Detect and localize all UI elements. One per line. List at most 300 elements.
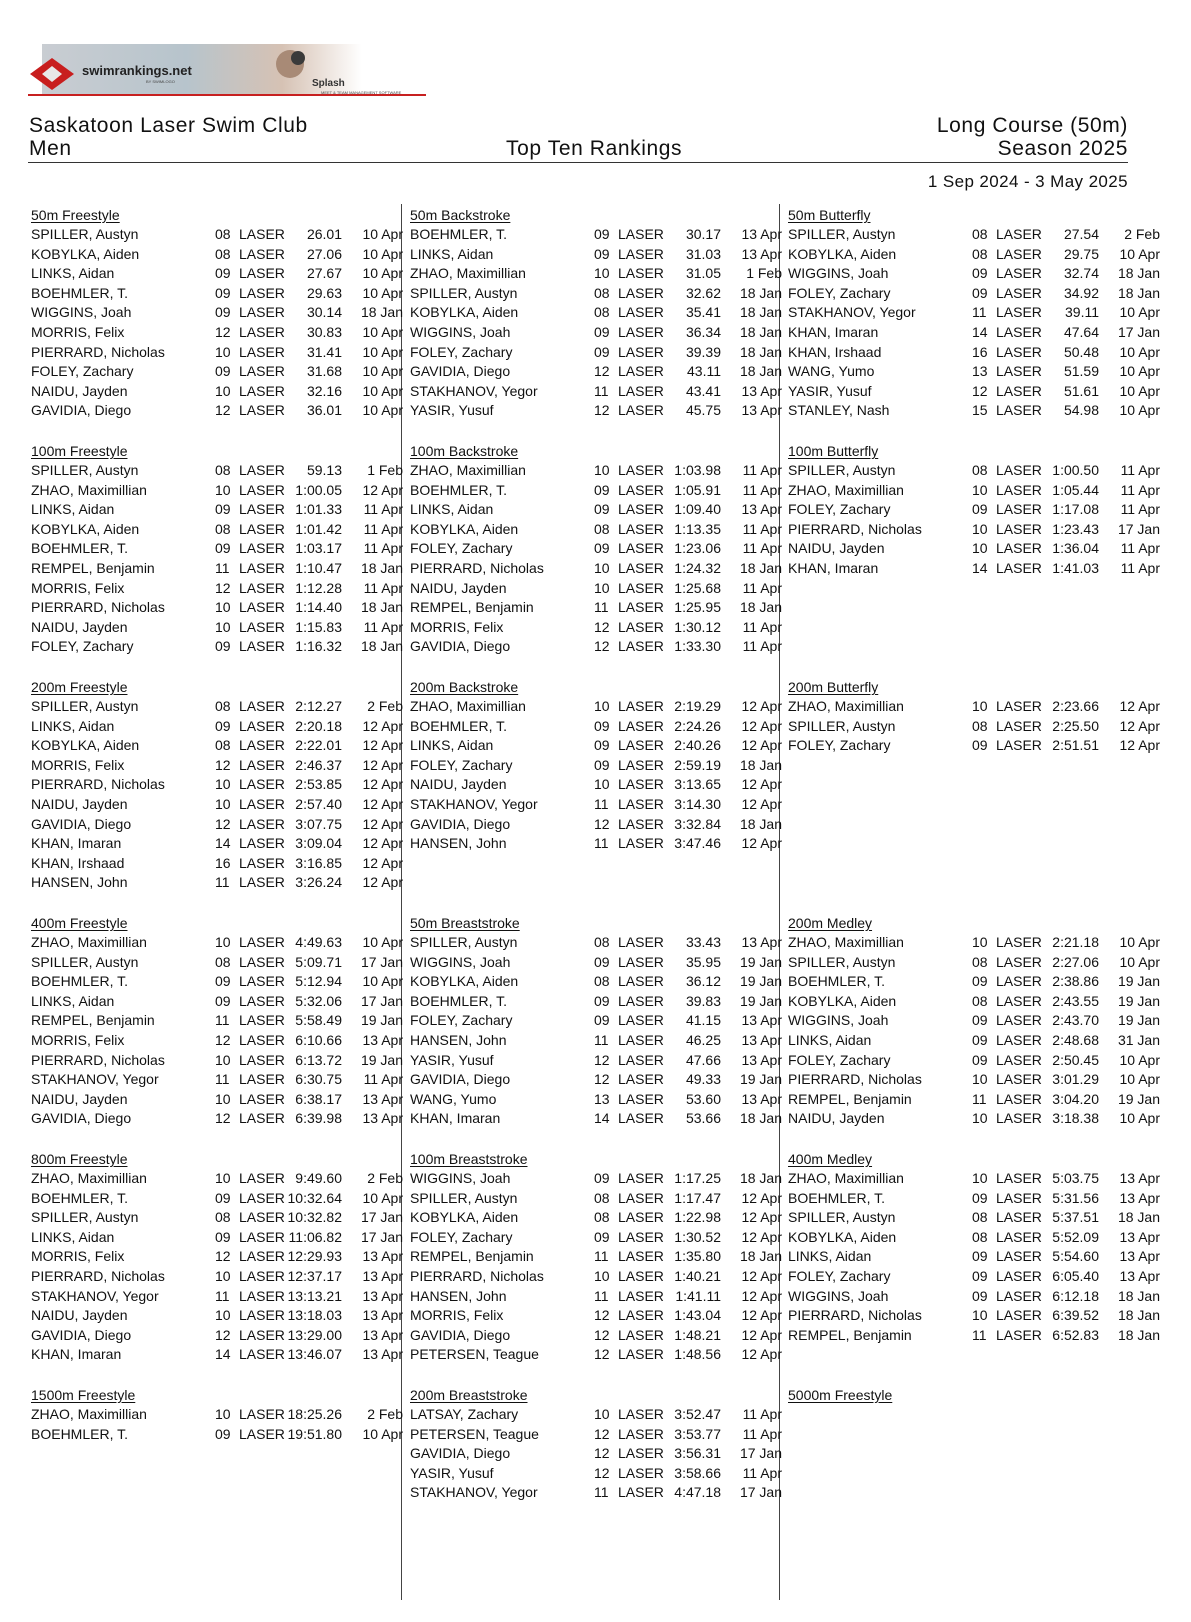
swimmer-age: 09 <box>972 501 988 518</box>
swimmer-age: 08 <box>972 953 988 970</box>
swimmer-age: 11 <box>215 1012 230 1029</box>
ranking-row <box>410 382 782 402</box>
swim-time: 1:40.21 <box>674 1267 721 1284</box>
swim-time: 39.11 <box>1065 304 1099 321</box>
swim-date: 12 Apr <box>741 1307 782 1324</box>
swim-date: 18 Jan <box>739 323 782 340</box>
swim-date: 17 Jan <box>1117 520 1160 537</box>
swim-time: 29.63 <box>306 284 342 301</box>
swim-time: 2:20.18 <box>295 717 342 734</box>
swimmer-name: REMPEL, Benjamin <box>31 1012 155 1029</box>
swim-date: 13 Apr <box>362 1326 403 1343</box>
swimmer-age: 11 <box>594 1484 609 1501</box>
swimmer-club: LASER <box>239 1248 285 1265</box>
swimmer-club: LASER <box>239 618 285 635</box>
swim-date: 11 Apr <box>1120 501 1160 518</box>
swimmer-club: LASER <box>239 265 285 282</box>
swim-date: 12 Apr <box>362 795 403 812</box>
swim-date: 12 Apr <box>741 1228 782 1245</box>
date-range: 1 Sep 2024 - 3 May 2025 <box>927 172 1128 191</box>
swim-time: 12:29.93 <box>287 1248 342 1265</box>
swim-date: 13 Apr <box>741 1051 782 1068</box>
ranking-row <box>788 1326 1160 1346</box>
swimmer-age: 08 <box>594 1209 610 1226</box>
swim-time: 32.16 <box>306 382 342 399</box>
swim-time: 51.59 <box>1063 363 1099 380</box>
swimmer-name: FOLEY, Zachary <box>410 1012 513 1029</box>
swim-time: 6:12.18 <box>1052 1287 1099 1304</box>
ranking-row <box>788 972 1160 992</box>
ranking-row <box>410 618 782 638</box>
swimmer-club: LASER <box>618 1090 664 1107</box>
swimmer-age: 08 <box>972 1228 988 1245</box>
swim-date: 18 Jan <box>360 559 403 576</box>
swimmer-age: 10 <box>215 776 231 793</box>
swimmer-age: 09 <box>215 540 231 557</box>
swimmer-name: STAKHANOV, Yegor <box>410 382 538 399</box>
swimmer-club: LASER <box>239 1012 285 1029</box>
swim-date: 10 Apr <box>362 343 403 360</box>
swimmer-age: 11 <box>215 874 230 891</box>
swimmer-age: 12 <box>215 402 231 419</box>
swimmer-age: 09 <box>215 363 231 380</box>
swim-time: 5:37.51 <box>1052 1209 1099 1226</box>
swim-time: 31.41 <box>306 343 342 360</box>
ranking-row <box>788 1267 1160 1287</box>
swimmer-name: KOBYLKA, Aiden <box>410 304 519 321</box>
ranking-row <box>788 697 1160 717</box>
event-section <box>31 914 403 1150</box>
swim-time: 6:10.66 <box>295 1031 342 1048</box>
swimmer-age: 10 <box>215 618 231 635</box>
swimmer-age: 10 <box>215 1051 231 1068</box>
swimmer-club: LASER <box>996 402 1042 419</box>
swimmer-age: 12 <box>594 1051 610 1068</box>
swimmer-age: 09 <box>972 1189 988 1206</box>
swimmer-club: LASER <box>239 1406 285 1422</box>
ranking-row <box>410 1031 782 1051</box>
swim-date: 12 Apr <box>741 1346 782 1363</box>
ranking-row <box>788 500 1160 520</box>
swim-time: 1:25.68 <box>674 579 721 596</box>
swim-time: 1:15.83 <box>295 618 342 635</box>
swimmer-age: 10 <box>972 1307 988 1324</box>
ranking-row <box>410 559 782 579</box>
swimmer-age: 09 <box>594 737 610 754</box>
swimmer-age: 10 <box>215 1307 231 1324</box>
ranking-row <box>31 717 403 737</box>
swimmer-club: LASER <box>618 1170 664 1186</box>
swimmer-name: GAVIDIA, Diego <box>31 1326 132 1343</box>
swimmer-age: 12 <box>594 1464 610 1481</box>
swimmer-age: 09 <box>215 992 231 1009</box>
swim-time: 54.98 <box>1063 402 1099 419</box>
swimmer-name: MORRIS, Felix <box>410 1307 504 1324</box>
ranking-row <box>410 815 782 835</box>
swimmer-club: LASER <box>239 481 285 498</box>
ranking-row <box>31 1011 403 1031</box>
swimmer-name: BOEHMLER, T. <box>31 540 128 557</box>
event-section <box>31 442 403 678</box>
swimmer-club: LASER <box>239 776 285 793</box>
swimmer-club: LASER <box>996 226 1042 242</box>
swim-date: 19 Jan <box>739 1071 782 1088</box>
rankings-column-1 <box>31 206 403 1622</box>
swimmer-club: LASER <box>618 835 664 852</box>
ranking-row <box>410 1483 782 1503</box>
swim-time: 1:33.30 <box>674 638 721 655</box>
swim-date: 10 Apr <box>1119 934 1160 950</box>
swimmer-club: LASER <box>239 698 285 714</box>
swimmer-age: 10 <box>594 559 610 576</box>
swim-date: 17 Jan <box>360 953 403 970</box>
swimmer-age: 08 <box>594 934 610 950</box>
swimmer-name: STAKHANOV, Yegor <box>410 1484 538 1501</box>
swim-date: 12 Apr <box>741 1287 782 1304</box>
swim-date: 12 Apr <box>1119 698 1160 714</box>
swimmer-age: 12 <box>215 1110 231 1127</box>
swim-date: 18 Jan <box>1117 1287 1160 1304</box>
swimmer-name: MORRIS, Felix <box>31 1031 125 1048</box>
swim-date: 19 Jan <box>360 1051 403 1068</box>
swimmer-age: 09 <box>594 343 610 360</box>
swimmer-age: 10 <box>215 1090 231 1107</box>
swimmer-club: LASER <box>239 382 285 399</box>
swimmer-age: 09 <box>594 540 610 557</box>
ranking-row <box>410 756 782 776</box>
swim-date: 11 Apr <box>1120 462 1160 478</box>
ranking-row <box>410 1090 782 1110</box>
swim-date: 11 Apr <box>1120 540 1160 557</box>
swim-date: 19 Jan <box>360 1012 403 1029</box>
swim-date: 13 Apr <box>741 245 782 262</box>
swim-time: 2:46.37 <box>295 756 342 773</box>
swimmer-age: 09 <box>215 284 231 301</box>
swim-date: 18 Jan <box>739 815 782 832</box>
swim-time: 4:49.63 <box>295 934 342 950</box>
swimmer-age: 09 <box>594 1228 610 1245</box>
ranking-row <box>410 637 782 657</box>
swimmer-club: LASER <box>996 934 1042 950</box>
ranking-row <box>410 717 782 737</box>
swimmer-club: LASER <box>618 1012 664 1029</box>
ranking-row <box>31 933 403 953</box>
swimmer-age: 11 <box>972 304 987 321</box>
swim-date: 11 Apr <box>363 540 403 557</box>
swim-time: 3:18.38 <box>1052 1110 1099 1127</box>
ranking-row <box>410 1464 782 1484</box>
swim-date: 12 Apr <box>741 717 782 734</box>
swimmer-age: 12 <box>594 363 610 380</box>
swimmer-name: PIERRARD, Nicholas <box>31 343 165 360</box>
event-section <box>410 442 782 678</box>
ranking-row <box>31 461 403 481</box>
ranking-row <box>31 1109 403 1129</box>
ranking-row <box>410 795 782 815</box>
swim-time: 2:25.50 <box>1052 717 1099 734</box>
swimmer-age: 12 <box>594 815 610 832</box>
swim-time: 27.54 <box>1063 226 1099 242</box>
swimmer-club: LASER <box>996 559 1042 576</box>
swimmer-age: 11 <box>972 1326 987 1343</box>
swimmer-name: GAVIDIA, Diego <box>410 363 511 380</box>
event-title: 100m Backstroke <box>410 443 519 459</box>
swim-time: 1:24.32 <box>674 559 721 576</box>
swim-time: 45.75 <box>685 402 721 419</box>
swimmer-name: PIERRARD, Nicholas <box>31 1267 165 1284</box>
swimmer-club: LASER <box>996 265 1042 282</box>
ranking-row <box>31 1267 403 1287</box>
swim-time: 5:12.94 <box>295 973 342 990</box>
swim-date: 19 Jan <box>739 973 782 990</box>
swimmer-age: 12 <box>215 1326 231 1343</box>
swimmer-club: LASER <box>996 1307 1042 1324</box>
swim-date: 10 Apr <box>362 382 403 399</box>
swim-date: 19 Jan <box>739 992 782 1009</box>
swimmer-name: WIGGINS, Joah <box>788 265 889 282</box>
swim-time: 3:26.24 <box>295 874 342 891</box>
swim-time: 2:24.26 <box>674 717 721 734</box>
swim-time: 2:40.26 <box>674 737 721 754</box>
swimmer-age: 09 <box>215 304 231 321</box>
swimmer-age: 12 <box>215 323 231 340</box>
swim-time: 1:22.98 <box>674 1209 721 1226</box>
swimmer-age: 08 <box>972 717 988 734</box>
ranking-row <box>788 1070 1160 1090</box>
swim-time: 50.48 <box>1063 343 1099 360</box>
swim-time: 5:58.49 <box>295 1012 342 1029</box>
swim-date: 13 Apr <box>1119 1248 1160 1265</box>
swim-date: 13 Apr <box>1119 1170 1160 1186</box>
swimmer-age: 09 <box>215 501 231 518</box>
swimmer-club: LASER <box>618 1287 664 1304</box>
swimmer-name: KOBYLKA, Aiden <box>410 1209 519 1226</box>
swim-date: 12 Apr <box>362 481 403 498</box>
ranking-row <box>410 323 782 343</box>
swimmer-club: LASER <box>239 245 285 262</box>
ranking-row <box>788 362 1160 382</box>
swimmer-club: LASER <box>996 1287 1042 1304</box>
swimmer-age: 09 <box>594 1012 610 1029</box>
swim-time: 1:25.95 <box>674 599 721 616</box>
swim-time: 2:57.40 <box>295 795 342 812</box>
ranking-row <box>788 520 1160 540</box>
swim-time: 6:05.40 <box>1052 1267 1099 1284</box>
swim-date: 11 Apr <box>742 1464 782 1481</box>
swimmer-name: LINKS, Aidan <box>31 717 115 734</box>
swim-time: 2:53.85 <box>295 776 342 793</box>
swim-date: 18 Jan <box>1117 265 1160 282</box>
swim-time: 1:43.04 <box>674 1307 721 1324</box>
ranking-row <box>410 1444 782 1464</box>
ranking-row <box>410 245 782 265</box>
swimmer-club: LASER <box>996 540 1042 557</box>
swimmer-club: LASER <box>239 835 285 852</box>
swimmer-club: LASER <box>618 1071 664 1088</box>
ranking-row <box>31 1287 403 1307</box>
swim-time: 5:32.06 <box>295 992 342 1009</box>
swimmer-club: LASER <box>618 1484 664 1501</box>
swimmer-name: ZHAO, Maximillian <box>31 934 147 950</box>
swimmer-age: 08 <box>215 953 231 970</box>
swim-time: 1:17.25 <box>674 1170 721 1186</box>
swimmer-name: GAVIDIA, Diego <box>410 815 511 832</box>
swimmer-name: GAVIDIA, Diego <box>31 1110 132 1127</box>
swimmer-name: PETERSEN, Teague <box>410 1346 539 1363</box>
swimmer-club: LASER <box>996 382 1042 399</box>
swim-date: 18 Jan <box>1117 1307 1160 1324</box>
swimmer-name: SPILLER, Austyn <box>31 953 139 970</box>
swimmer-club: LASER <box>618 559 664 576</box>
ranking-row <box>788 1228 1160 1248</box>
swim-time: 18:25.26 <box>287 1406 342 1422</box>
swim-time: 3:52.47 <box>674 1406 721 1422</box>
swimmer-club: LASER <box>618 973 664 990</box>
swimmer-name: SPILLER, Austyn <box>31 698 139 714</box>
ranking-row <box>788 323 1160 343</box>
swim-time: 3:16.85 <box>295 854 342 871</box>
swim-time: 19:51.80 <box>287 1425 342 1442</box>
ranking-row <box>31 1208 403 1228</box>
ranking-row <box>31 795 403 815</box>
swimmer-club: LASER <box>618 501 664 518</box>
swim-date: 11 Apr <box>363 618 403 635</box>
swim-time: 2:21.18 <box>1052 934 1099 950</box>
ranking-row <box>31 1090 403 1110</box>
ranking-row <box>410 953 782 973</box>
swimmer-club: LASER <box>618 795 664 812</box>
swim-date: 12 Apr <box>741 698 782 714</box>
swimmer-club: LASER <box>239 874 285 891</box>
swim-time: 10:32.82 <box>287 1209 342 1226</box>
swimmer-club: LASER <box>618 1189 664 1206</box>
swim-date: 19 Jan <box>1117 1012 1160 1029</box>
swimmer-age: 08 <box>215 737 231 754</box>
swimmer-name: KHAN, Imaran <box>31 1346 122 1363</box>
swimmer-club: LASER <box>618 1051 664 1068</box>
swimmer-age: 10 <box>594 1406 610 1422</box>
ranking-row <box>788 992 1160 1012</box>
swimmer-club: LASER <box>239 1189 285 1206</box>
swimmer-age: 10 <box>215 382 231 399</box>
swimmer-name: KOBYLKA, Aiden <box>788 992 897 1009</box>
ranking-row <box>31 245 403 265</box>
swim-time: 39.39 <box>685 343 721 360</box>
event-title: 200m Freestyle <box>31 679 128 695</box>
swimmer-age: 13 <box>594 1090 610 1107</box>
ranking-row <box>31 559 403 579</box>
swimmer-name: BOEHMLER, T. <box>31 284 128 301</box>
swim-time: 3:09.04 <box>295 835 342 852</box>
ranking-row <box>31 382 403 402</box>
swimmer-club: LASER <box>618 481 664 498</box>
swimmer-name: NAIDU, Jayden <box>31 1090 128 1107</box>
swim-time: 1:00.05 <box>295 481 342 498</box>
swimmer-club: LASER <box>618 1248 664 1265</box>
swim-time: 3:58.66 <box>674 1464 721 1481</box>
swimmer-age: 14 <box>594 1110 610 1127</box>
swim-date: 12 Apr <box>741 835 782 852</box>
swim-date: 19 Jan <box>1117 1090 1160 1107</box>
swimmer-club: LASER <box>618 1445 664 1462</box>
swim-date: 13 Apr <box>1119 1228 1160 1245</box>
swim-date: 10 Apr <box>1119 402 1160 419</box>
swim-date: 10 Apr <box>1119 953 1160 970</box>
swim-time: 1:23.06 <box>674 540 721 557</box>
swim-date: 11 Apr <box>742 481 782 498</box>
swimmer-name: LINKS, Aidan <box>788 1248 872 1265</box>
swimmer-name: PIERRARD, Nicholas <box>788 1307 922 1324</box>
swimmer-age: 16 <box>215 854 231 871</box>
swimmer-age: 12 <box>215 1248 231 1265</box>
swim-date: 12 Apr <box>362 835 403 852</box>
swimmer-age: 08 <box>972 226 988 242</box>
swimmer-name: LINKS, Aidan <box>31 992 115 1009</box>
swimmer-age: 08 <box>594 284 610 301</box>
swimmer-age: 12 <box>594 1326 610 1343</box>
ranking-row <box>31 579 403 599</box>
swimmer-age: 09 <box>972 1031 988 1048</box>
swimmer-club: LASER <box>996 737 1042 754</box>
swimmer-club: LASER <box>618 540 664 557</box>
swimmer-name: PIERRARD, Nicholas <box>788 520 922 537</box>
swim-time: 53.60 <box>685 1090 721 1107</box>
swimmer-age: 08 <box>594 304 610 321</box>
swimmer-name: YASIR, Yusuf <box>410 402 494 419</box>
ranking-row <box>410 834 782 854</box>
swimmer-name: NAIDU, Jayden <box>31 795 128 812</box>
swimmer-age: 08 <box>972 992 988 1009</box>
swim-time: 1:05.91 <box>674 481 721 498</box>
swim-date: 10 Apr <box>1119 304 1160 321</box>
swim-date: 10 Apr <box>362 265 403 282</box>
swimmer-name: FOLEY, Zachary <box>410 1228 513 1245</box>
event-section <box>788 914 1160 1150</box>
swim-date: 13 Apr <box>741 934 782 950</box>
swimmer-club: LASER <box>996 304 1042 321</box>
event-title: 50m Butterfly <box>788 207 871 223</box>
ranking-row <box>31 1169 403 1189</box>
swimmer-name: SPILLER, Austyn <box>31 1209 139 1226</box>
swimmer-name: KHAN, Irshaad <box>31 854 125 871</box>
swimmer-name: SPILLER, Austyn <box>410 934 518 950</box>
swim-time: 1:48.56 <box>674 1346 721 1363</box>
swim-time: 46.25 <box>685 1031 721 1048</box>
swimmer-name: WIGGINS, Joah <box>410 953 511 970</box>
event-title: 200m Backstroke <box>410 679 519 695</box>
swim-date: 18 Jan <box>739 1248 782 1265</box>
swimmer-age: 08 <box>594 520 610 537</box>
swim-time: 36.34 <box>685 323 721 340</box>
swim-time: 1:30.12 <box>674 618 721 635</box>
swimmer-name: ZHAO, Maximillian <box>410 698 526 714</box>
swim-time: 2:19.29 <box>674 698 721 714</box>
club-name: Saskatoon Laser Swim Club <box>29 114 308 137</box>
ranking-row <box>31 697 403 717</box>
ranking-row <box>788 539 1160 559</box>
swim-date: 12 Apr <box>741 795 782 812</box>
swimmer-club: LASER <box>618 717 664 734</box>
event-section <box>31 1150 403 1386</box>
swimmer-club: LASER <box>618 304 664 321</box>
ranking-row <box>410 1247 782 1267</box>
swimmer-age: 15 <box>972 402 988 419</box>
swim-date: 11 Apr <box>742 618 782 635</box>
swimmer-name: MORRIS, Felix <box>31 323 125 340</box>
swimmer-age: 11 <box>594 599 609 616</box>
swimmer-name: FOLEY, Zachary <box>788 284 891 301</box>
ranking-row <box>788 284 1160 304</box>
